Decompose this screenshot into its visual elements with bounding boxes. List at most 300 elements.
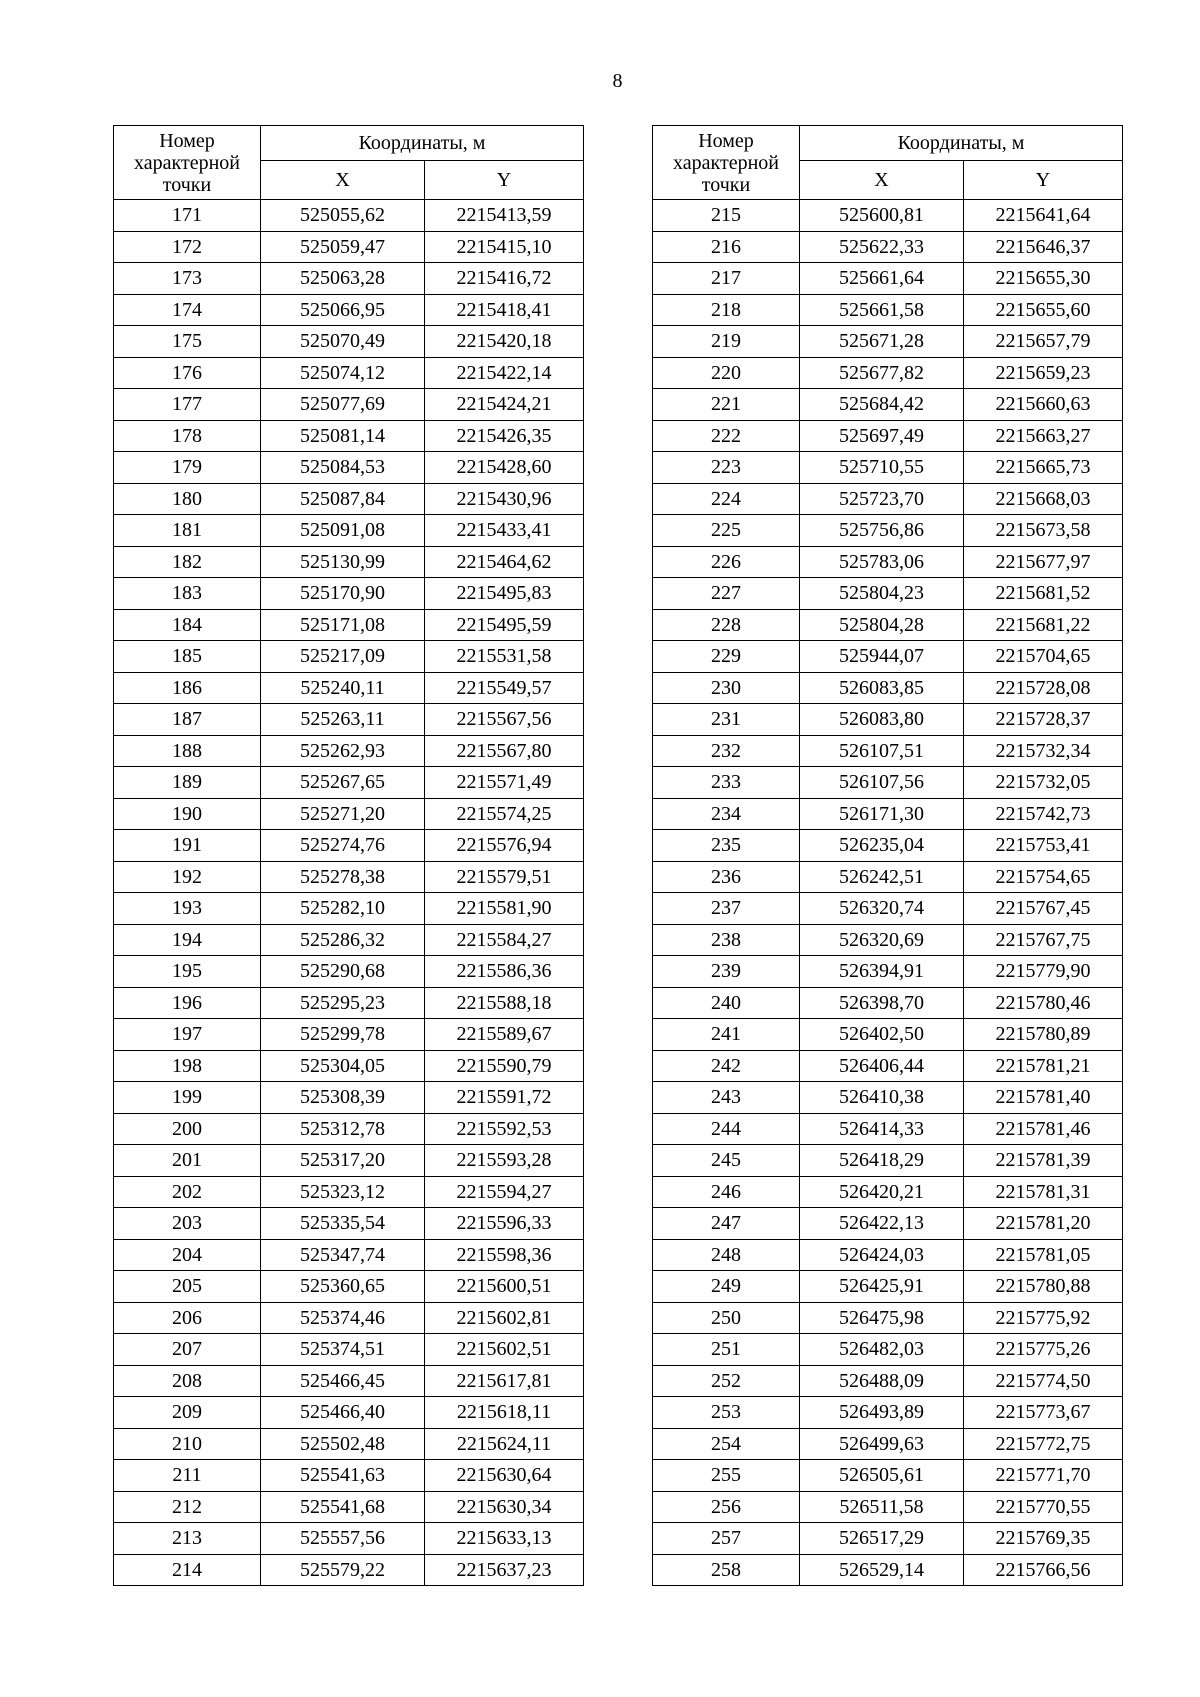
y-coordinate-cell: 2215588,18	[425, 987, 584, 1019]
table-row	[114, 483, 584, 515]
y-coordinate-cell: 2215602,51	[425, 1334, 584, 1366]
x-coordinate-cell: 525299,78	[261, 1019, 425, 1051]
y-coordinate-cell: 2215420,18	[425, 326, 584, 358]
x-coordinate-cell: 525684,42	[800, 389, 964, 421]
point-number-cell: 240	[653, 987, 800, 1019]
y-coordinate-cell: 2215781,40	[964, 1082, 1123, 1114]
point-number-cell: 176	[114, 357, 261, 389]
y-coordinate-cell: 2215594,27	[425, 1176, 584, 1208]
point-number-cell: 218	[653, 294, 800, 326]
point-number-header: Номер характерной точки	[114, 126, 261, 200]
point-number-cell: 252	[653, 1365, 800, 1397]
table-row	[653, 1050, 1123, 1082]
y-coordinate-cell: 2215422,14	[425, 357, 584, 389]
y-coordinate-cell: 2215668,03	[964, 483, 1123, 515]
x-coordinate-cell: 526475,98	[800, 1302, 964, 1334]
point-number-cell: 203	[114, 1208, 261, 1240]
table-row	[114, 294, 584, 326]
y-coordinate-cell: 2215593,28	[425, 1145, 584, 1177]
x-coordinate-cell: 525077,69	[261, 389, 425, 421]
y-coordinate-cell: 2215600,51	[425, 1271, 584, 1303]
y-coordinate-cell: 2215576,94	[425, 830, 584, 862]
y-coordinate-cell: 2215781,31	[964, 1176, 1123, 1208]
y-coordinate-cell: 2215781,05	[964, 1239, 1123, 1271]
table-row	[653, 1428, 1123, 1460]
table-row	[653, 1271, 1123, 1303]
x-coordinate-cell: 526511,58	[800, 1491, 964, 1523]
y-coordinate-cell: 2215781,21	[964, 1050, 1123, 1082]
y-coordinate-cell: 2215495,83	[425, 578, 584, 610]
y-coordinate-cell: 2215781,20	[964, 1208, 1123, 1240]
y-coordinate-cell: 2215728,37	[964, 704, 1123, 736]
y-coordinate-cell: 2215659,23	[964, 357, 1123, 389]
y-coordinate-cell: 2215774,50	[964, 1365, 1123, 1397]
y-coordinate-cell: 2215766,56	[964, 1554, 1123, 1586]
x-coordinate-cell: 526529,14	[800, 1554, 964, 1586]
y-coordinate-cell: 2215781,46	[964, 1113, 1123, 1145]
table-row	[653, 1491, 1123, 1523]
y-coordinate-cell: 2215704,65	[964, 641, 1123, 673]
table-row	[653, 1176, 1123, 1208]
point-number-cell: 180	[114, 483, 261, 515]
table-row	[114, 1334, 584, 1366]
point-number-cell: 231	[653, 704, 800, 736]
table-row	[653, 483, 1123, 515]
table-row	[114, 767, 584, 799]
point-number-cell: 225	[653, 515, 800, 547]
table-row	[653, 1302, 1123, 1334]
table-row	[653, 672, 1123, 704]
point-number-cell: 245	[653, 1145, 800, 1177]
point-number-cell: 234	[653, 798, 800, 830]
point-number-cell: 189	[114, 767, 261, 799]
x-coordinate-cell: 525290,68	[261, 956, 425, 988]
x-coordinate-cell: 525312,78	[261, 1113, 425, 1145]
page-number: 8	[612, 70, 623, 92]
point-number-cell: 215	[653, 200, 800, 232]
point-number-cell: 197	[114, 1019, 261, 1051]
y-coordinate-cell: 2215781,39	[964, 1145, 1123, 1177]
x-coordinate-cell: 526083,80	[800, 704, 964, 736]
x-coordinate-cell: 525323,12	[261, 1176, 425, 1208]
x-coordinate-cell: 525360,65	[261, 1271, 425, 1303]
point-number-cell: 184	[114, 609, 261, 641]
point-number-cell: 256	[653, 1491, 800, 1523]
table-row	[653, 263, 1123, 295]
table-row	[114, 1019, 584, 1051]
y-coordinate-cell: 2215584,27	[425, 924, 584, 956]
point-number-cell: 209	[114, 1397, 261, 1429]
point-number-cell: 206	[114, 1302, 261, 1334]
x-coordinate-cell: 525263,11	[261, 704, 425, 736]
point-number-cell: 181	[114, 515, 261, 547]
point-number-cell: 246	[653, 1176, 800, 1208]
y-coordinate-cell: 2215586,36	[425, 956, 584, 988]
y-coordinate-cell: 2215655,30	[964, 263, 1123, 295]
x-coordinate-cell: 525282,10	[261, 893, 425, 925]
x-coordinate-cell: 525070,49	[261, 326, 425, 358]
point-number-cell: 195	[114, 956, 261, 988]
table-row	[114, 452, 584, 484]
x-coordinate-cell: 525661,58	[800, 294, 964, 326]
point-number-cell: 222	[653, 420, 800, 452]
y-coordinate-cell: 2215646,37	[964, 231, 1123, 263]
y-coordinate-cell: 2215579,51	[425, 861, 584, 893]
point-number-cell: 192	[114, 861, 261, 893]
point-number-cell: 210	[114, 1428, 261, 1460]
coordinates-table-right	[652, 125, 1123, 1586]
x-coordinate-cell: 526422,13	[800, 1208, 964, 1240]
x-coordinate-cell: 526517,29	[800, 1523, 964, 1555]
point-number-cell: 253	[653, 1397, 800, 1429]
y-coordinate-cell: 2215770,55	[964, 1491, 1123, 1523]
point-number-cell: 191	[114, 830, 261, 862]
x-coordinate-cell: 525335,54	[261, 1208, 425, 1240]
x-coordinate-cell: 526424,03	[800, 1239, 964, 1271]
x-coordinate-cell: 525502,48	[261, 1428, 425, 1460]
y-coordinate-cell: 2215779,90	[964, 956, 1123, 988]
table-row	[114, 1208, 584, 1240]
point-number-cell: 247	[653, 1208, 800, 1240]
y-coordinate-cell: 2215728,08	[964, 672, 1123, 704]
point-number-cell: 182	[114, 546, 261, 578]
point-number-cell: 173	[114, 263, 261, 295]
y-coordinate-cell: 2215464,62	[425, 546, 584, 578]
table-row	[653, 798, 1123, 830]
table-row	[114, 735, 584, 767]
point-number-cell: 250	[653, 1302, 800, 1334]
y-coordinate-cell: 2215660,63	[964, 389, 1123, 421]
y-coordinate-cell: 2215673,58	[964, 515, 1123, 547]
y-coordinate-cell: 2215424,21	[425, 389, 584, 421]
table-row	[653, 767, 1123, 799]
x-coordinate-cell: 526083,85	[800, 672, 964, 704]
point-number-cell: 190	[114, 798, 261, 830]
y-coordinate-cell: 2215665,73	[964, 452, 1123, 484]
table-row	[653, 515, 1123, 547]
y-header: Y	[425, 161, 584, 200]
x-coordinate-cell: 525347,74	[261, 1239, 425, 1271]
x-coordinate-cell: 525804,28	[800, 609, 964, 641]
point-number-cell: 243	[653, 1082, 800, 1114]
point-number-cell: 229	[653, 641, 800, 673]
x-coordinate-cell: 526410,38	[800, 1082, 964, 1114]
y-coordinate-cell: 2215590,79	[425, 1050, 584, 1082]
x-coordinate-cell: 525304,05	[261, 1050, 425, 1082]
table-row	[114, 861, 584, 893]
y-coordinate-cell: 2215426,35	[425, 420, 584, 452]
y-coordinate-cell: 2215641,64	[964, 200, 1123, 232]
point-number-cell: 236	[653, 861, 800, 893]
y-coordinate-cell: 2215780,88	[964, 1271, 1123, 1303]
table-row	[653, 294, 1123, 326]
y-coordinate-cell: 2215732,34	[964, 735, 1123, 767]
table-row	[114, 515, 584, 547]
x-coordinate-cell: 526171,30	[800, 798, 964, 830]
x-coordinate-cell: 525600,81	[800, 200, 964, 232]
y-coordinate-cell: 2215771,70	[964, 1460, 1123, 1492]
table-row	[653, 420, 1123, 452]
x-coordinate-cell: 525541,68	[261, 1491, 425, 1523]
y-coordinate-cell: 2215433,41	[425, 515, 584, 547]
point-number-cell: 213	[114, 1523, 261, 1555]
point-number-cell: 179	[114, 452, 261, 484]
table-row	[653, 830, 1123, 862]
point-number-cell: 237	[653, 893, 800, 925]
table-row	[653, 452, 1123, 484]
table-row	[653, 924, 1123, 956]
x-coordinate-cell: 526320,69	[800, 924, 964, 956]
table-row	[114, 987, 584, 1019]
point-number-cell: 248	[653, 1239, 800, 1271]
table-row	[114, 326, 584, 358]
x-coordinate-cell: 525541,63	[261, 1460, 425, 1492]
table-row	[114, 578, 584, 610]
x-coordinate-cell: 525170,90	[261, 578, 425, 610]
table-row	[114, 893, 584, 925]
point-number-cell: 251	[653, 1334, 800, 1366]
y-coordinate-cell: 2215430,96	[425, 483, 584, 515]
table-row	[653, 578, 1123, 610]
x-coordinate-cell: 525171,08	[261, 609, 425, 641]
x-coordinate-cell: 525274,76	[261, 830, 425, 862]
table-row	[653, 1019, 1123, 1051]
y-coordinate-cell: 2215591,72	[425, 1082, 584, 1114]
y-coordinate-cell: 2215772,75	[964, 1428, 1123, 1460]
y-coordinate-cell: 2215495,59	[425, 609, 584, 641]
table-row	[653, 326, 1123, 358]
x-coordinate-cell: 525087,84	[261, 483, 425, 515]
y-coordinate-cell: 2215630,64	[425, 1460, 584, 1492]
table-row	[114, 1145, 584, 1177]
x-coordinate-cell: 525074,12	[261, 357, 425, 389]
y-coordinate-cell: 2215742,73	[964, 798, 1123, 830]
y-coordinate-cell: 2215618,11	[425, 1397, 584, 1429]
point-number-cell: 221	[653, 389, 800, 421]
table-row	[114, 1523, 584, 1555]
point-number-cell: 228	[653, 609, 800, 641]
table-row	[653, 1082, 1123, 1114]
y-coordinate-cell: 2215428,60	[425, 452, 584, 484]
x-coordinate-cell: 525240,11	[261, 672, 425, 704]
x-coordinate-cell: 525783,06	[800, 546, 964, 578]
point-number-cell: 207	[114, 1334, 261, 1366]
point-number-cell: 232	[653, 735, 800, 767]
y-coordinate-cell: 2215574,25	[425, 798, 584, 830]
y-coordinate-cell: 2215753,41	[964, 830, 1123, 862]
y-coordinate-cell: 2215617,81	[425, 1365, 584, 1397]
table-row	[114, 1365, 584, 1397]
y-coordinate-cell: 2215416,72	[425, 263, 584, 295]
y-coordinate-cell: 2215773,67	[964, 1397, 1123, 1429]
point-number-cell: 241	[653, 1019, 800, 1051]
y-coordinate-cell: 2215581,90	[425, 893, 584, 925]
table-row	[114, 1428, 584, 1460]
x-coordinate-cell: 525697,49	[800, 420, 964, 452]
y-coordinate-cell: 2215657,79	[964, 326, 1123, 358]
y-coordinate-cell: 2215681,52	[964, 578, 1123, 610]
x-coordinate-cell: 525710,55	[800, 452, 964, 484]
point-number-cell: 186	[114, 672, 261, 704]
x-coordinate-cell: 525944,07	[800, 641, 964, 673]
point-number-cell: 212	[114, 1491, 261, 1523]
table-row	[114, 641, 584, 673]
x-coordinate-cell: 525130,99	[261, 546, 425, 578]
x-coordinate-cell: 526394,91	[800, 956, 964, 988]
x-coordinate-cell: 525671,28	[800, 326, 964, 358]
point-number-cell: 194	[114, 924, 261, 956]
point-number-cell: 185	[114, 641, 261, 673]
y-coordinate-cell: 2215655,60	[964, 294, 1123, 326]
table-row	[114, 263, 584, 295]
y-coordinate-cell: 2215602,81	[425, 1302, 584, 1334]
table-row	[114, 357, 584, 389]
table-row	[653, 641, 1123, 673]
table-row	[114, 1239, 584, 1271]
x-coordinate-cell: 525466,40	[261, 1397, 425, 1429]
x-coordinate-cell: 526414,33	[800, 1113, 964, 1145]
point-number-cell: 183	[114, 578, 261, 610]
y-coordinate-cell: 2215677,97	[964, 546, 1123, 578]
x-coordinate-cell: 525278,38	[261, 861, 425, 893]
y-coordinate-cell: 2215418,41	[425, 294, 584, 326]
y-coordinate-cell: 2215767,75	[964, 924, 1123, 956]
point-number-cell: 223	[653, 452, 800, 484]
point-number-cell: 201	[114, 1145, 261, 1177]
y-coordinate-cell: 2215531,58	[425, 641, 584, 673]
table-row	[114, 956, 584, 988]
point-number-header: Номер характерной точки	[653, 126, 800, 200]
y-coordinate-cell: 2215567,80	[425, 735, 584, 767]
point-number-cell: 233	[653, 767, 800, 799]
point-number-cell: 235	[653, 830, 800, 862]
point-number-cell: 220	[653, 357, 800, 389]
y-coordinate-cell: 2215567,56	[425, 704, 584, 736]
x-coordinate-cell: 526107,51	[800, 735, 964, 767]
x-coordinate-cell: 526398,70	[800, 987, 964, 1019]
table-row	[653, 1239, 1123, 1271]
x-header: X	[261, 161, 425, 200]
table-row	[114, 609, 584, 641]
x-coordinate-cell: 525677,82	[800, 357, 964, 389]
x-coordinate-cell: 526482,03	[800, 1334, 964, 1366]
coordinates-table-left	[113, 125, 584, 1586]
y-coordinate-cell: 2215633,13	[425, 1523, 584, 1555]
x-coordinate-cell: 525308,39	[261, 1082, 425, 1114]
table-row	[114, 1491, 584, 1523]
point-number-cell: 188	[114, 735, 261, 767]
x-coordinate-cell: 525723,70	[800, 483, 964, 515]
point-number-cell: 202	[114, 1176, 261, 1208]
y-coordinate-cell: 2215549,57	[425, 672, 584, 704]
table-row	[114, 704, 584, 736]
x-coordinate-cell: 525066,95	[261, 294, 425, 326]
table-row	[653, 1554, 1123, 1586]
point-number-cell: 208	[114, 1365, 261, 1397]
point-number-cell: 171	[114, 200, 261, 232]
y-coordinate-cell: 2215681,22	[964, 609, 1123, 641]
point-number-cell: 217	[653, 263, 800, 295]
x-coordinate-cell: 525374,51	[261, 1334, 425, 1366]
point-number-cell: 226	[653, 546, 800, 578]
table-row	[653, 735, 1123, 767]
x-coordinate-cell: 525091,08	[261, 515, 425, 547]
point-number-cell: 257	[653, 1523, 800, 1555]
point-number-cell: 239	[653, 956, 800, 988]
table-row	[114, 1554, 584, 1586]
table-row	[653, 231, 1123, 263]
x-coordinate-cell: 525081,14	[261, 420, 425, 452]
x-coordinate-cell: 526242,51	[800, 861, 964, 893]
x-coordinate-cell: 525579,22	[261, 1554, 425, 1586]
table-row	[653, 389, 1123, 421]
table-row	[114, 1082, 584, 1114]
y-coordinate-cell: 2215637,23	[425, 1554, 584, 1586]
table-row	[653, 1523, 1123, 1555]
point-number-cell: 238	[653, 924, 800, 956]
y-coordinate-cell: 2215775,26	[964, 1334, 1123, 1366]
table-row	[114, 924, 584, 956]
x-coordinate-cell: 525466,45	[261, 1365, 425, 1397]
table-body	[114, 200, 584, 1586]
point-number-cell: 198	[114, 1050, 261, 1082]
table-row	[114, 1176, 584, 1208]
table-row	[114, 1050, 584, 1082]
point-number-cell: 249	[653, 1271, 800, 1303]
y-header: Y	[964, 161, 1123, 200]
table-body	[653, 200, 1123, 1586]
x-coordinate-cell: 525756,86	[800, 515, 964, 547]
x-coordinate-cell: 525271,20	[261, 798, 425, 830]
table-row	[653, 1113, 1123, 1145]
table-row	[114, 389, 584, 421]
point-number-cell: 200	[114, 1113, 261, 1145]
x-coordinate-cell: 525286,32	[261, 924, 425, 956]
table-row	[114, 231, 584, 263]
point-number-cell: 216	[653, 231, 800, 263]
table-row	[653, 357, 1123, 389]
table-row	[114, 546, 584, 578]
point-number-cell: 193	[114, 893, 261, 925]
y-coordinate-cell: 2215767,45	[964, 893, 1123, 925]
x-coordinate-cell: 526406,44	[800, 1050, 964, 1082]
x-coordinate-cell: 525557,56	[261, 1523, 425, 1555]
x-coordinate-cell: 526402,50	[800, 1019, 964, 1051]
x-coordinate-cell: 525661,64	[800, 263, 964, 295]
x-coordinate-cell: 525055,62	[261, 200, 425, 232]
table-row	[653, 200, 1123, 232]
table-row	[114, 1460, 584, 1492]
x-coordinate-cell: 526499,63	[800, 1428, 964, 1460]
x-coordinate-cell: 525063,28	[261, 263, 425, 295]
y-coordinate-cell: 2215732,05	[964, 767, 1123, 799]
point-number-cell: 199	[114, 1082, 261, 1114]
point-number-cell: 227	[653, 578, 800, 610]
table-row	[114, 1302, 584, 1334]
point-number-cell: 211	[114, 1460, 261, 1492]
x-coordinate-cell: 526320,74	[800, 893, 964, 925]
point-number-cell: 204	[114, 1239, 261, 1271]
coordinates-header: Координаты, м	[800, 126, 1123, 161]
point-number-cell: 196	[114, 987, 261, 1019]
point-number-cell: 175	[114, 326, 261, 358]
y-coordinate-cell: 2215663,27	[964, 420, 1123, 452]
table-row	[653, 956, 1123, 988]
table-row	[114, 672, 584, 704]
point-number-cell: 178	[114, 420, 261, 452]
table-row	[653, 609, 1123, 641]
x-coordinate-cell: 525622,33	[800, 231, 964, 263]
